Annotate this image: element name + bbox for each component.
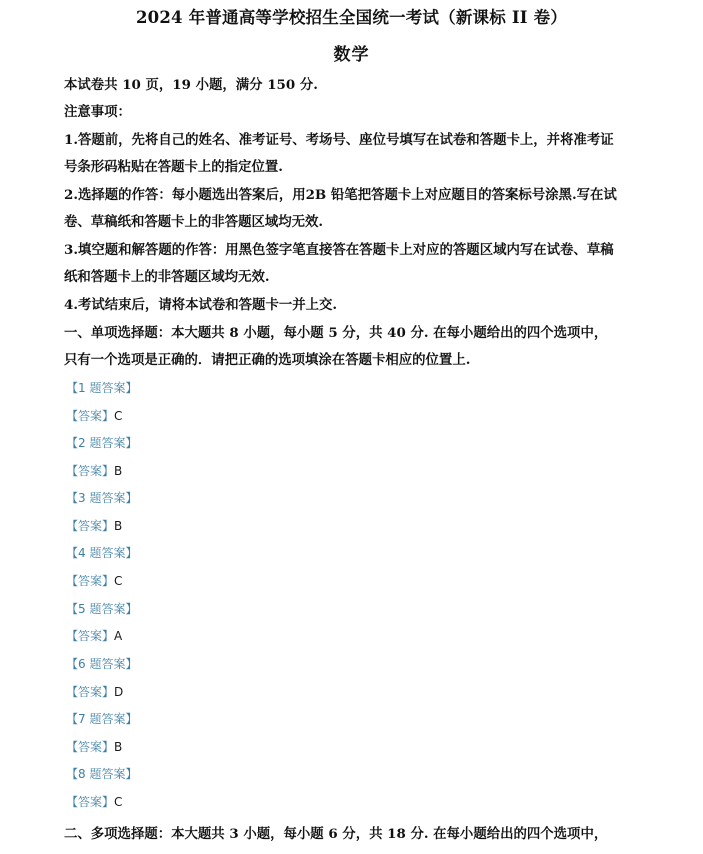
question-label-1: 【1 题答案】: [66, 381, 138, 395]
answer-line-2: [66, 463, 122, 479]
answer-line-8: [66, 794, 122, 810]
answer-prefix: 【答案】: [66, 519, 115, 533]
exam-summary: 本试卷共 10 页，19 小题，满分 150 分.: [64, 77, 318, 93]
answer-prefix: 【答案】: [66, 740, 115, 754]
notice-line: 2.选择题的作答：每小题选出答案后，用2B 铅笔把答题卡上对应题目的答案标号涂黑.写在试: [64, 187, 617, 203]
notice-line: 3.填空题和解答题的作答：用黑色签字笔直接答在答题卡上对应的答题区域内写在试卷、草稿: [64, 242, 614, 258]
notice-line: 4.考试结束后，请将本试卷和答题卡一并上交.: [64, 297, 338, 313]
section1-instruction: 只有一个选项是正确的．请把正确的选项填涂在答题卡相应的位置上.: [64, 352, 471, 368]
section1-heading: 一、单项选择题：本大题共 8 小题，每小题 5 分，共 40 分. 在每小题给出的四个选项中，: [64, 325, 608, 341]
answer-line-5: [66, 628, 122, 644]
answer-value: D: [114, 685, 124, 699]
answer-prefix: 【答案】: [66, 574, 115, 588]
answer-value: C: [114, 409, 123, 423]
answer-value: C: [114, 574, 123, 588]
notice-line: 1.答题前，先将自己的姓名、准考证号、考场号、座位号填写在试卷和答题卡上，并将准考证: [64, 132, 614, 148]
question-label-8: 【8 题答案】: [66, 767, 138, 781]
answer-value: C: [114, 795, 123, 809]
answer-prefix: 【答案】: [66, 795, 115, 809]
subject-title: 数学: [333, 45, 370, 65]
answer-prefix: 【答案】: [66, 409, 115, 423]
exam-title: 2024 年普通高等学校招生全国统一考试（新课标 II 卷）: [135, 8, 568, 27]
notice-heading: 注意事项：: [64, 104, 131, 120]
answer-value: B: [114, 740, 123, 754]
question-label-7: 【7 题答案】: [66, 712, 138, 726]
question-label-5: 【5 题答案】: [66, 602, 138, 616]
question-label-2: 【2 题答案】: [66, 436, 138, 450]
question-label-3: 【3 题答案】: [66, 491, 138, 505]
notice-line: 卷、草稿纸和答题卡上的非答题区域均无效.: [64, 214, 324, 230]
answer-line-3: [66, 518, 122, 534]
notice-line: 纸和答题卡上的非答题区域均无效.: [64, 269, 270, 285]
answer-value: A: [114, 629, 123, 643]
notice-line: 号条形码粘贴在答题卡上的指定位置.: [64, 159, 283, 175]
answer-value: B: [114, 464, 123, 478]
answer-line-1: [66, 408, 122, 424]
answer-prefix: 【答案】: [66, 464, 115, 478]
answer-line-7: [66, 739, 122, 755]
question-label-6: 【6 题答案】: [66, 657, 138, 671]
answer-prefix: 【答案】: [66, 629, 115, 643]
answer-line-4: [66, 573, 122, 589]
answer-value: B: [114, 519, 123, 533]
answer-prefix: 【答案】: [66, 685, 115, 699]
answer-line-6: [66, 684, 123, 700]
section2-heading: 二、多项选择题：本大题共 3 小题，每小题 6 分，共 18 分. 在每小题给出的四个选项中，: [64, 826, 608, 842]
question-label-4: 【4 题答案】: [66, 546, 138, 560]
